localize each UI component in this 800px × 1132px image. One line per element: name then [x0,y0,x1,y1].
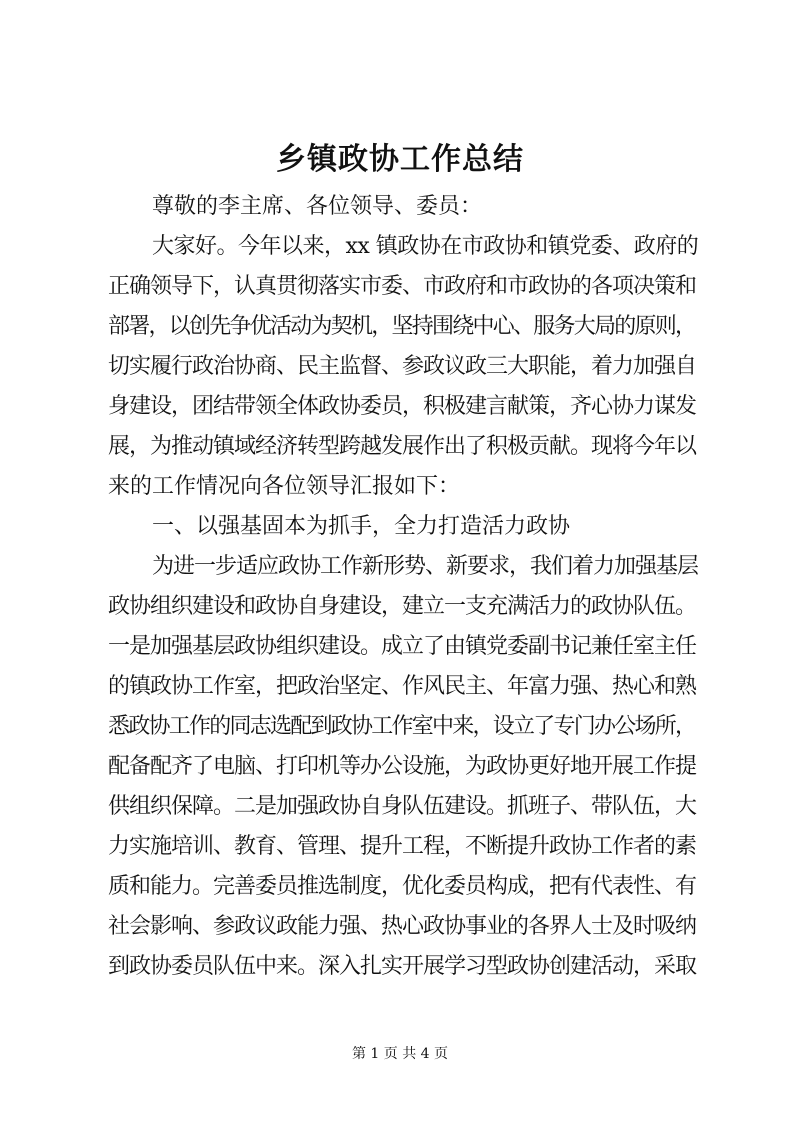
line-text: 悉政协工作的同志选配到政协工作室中来，设立了专门办公场所， [108,714,696,739]
line-text: 一、以强基固本为抓手，全力打造活力政协 [152,514,571,539]
line-text: 部署，以创先争优活动为契机，坚持围绕中心、服务大局的原则， [108,314,696,339]
line-text: 身建设，团结带领全体政协委员，积极建言献策，齐心协力谋发 [108,394,697,419]
line-text: 为进一步适应政协工作新形势、新要求，我们着力加强基层 [152,554,699,579]
line-text: 质和能力。完善委员推选制度，优化委员构成，把有代表性、有 [108,874,697,899]
line-text: 尊敬的李主席、各位领导、委员： [152,194,483,219]
line-text: 来的工作情况向各位领导汇报如下： [108,474,461,499]
line-text: 一是加强基层政协组织建设。成立了由镇党委副书记兼任室主任 [108,634,697,659]
line-text: 切实履行政治协商、民主监督、参政议政三大职能，着力加强自 [108,354,697,379]
line-text: 配备配齐了电脑、打印机等办公设施，为政协更好地开展工作提 [108,754,697,779]
line-text: 社会影响、参政议政能力强、热心政协事业的各界人士及时吸纳 [108,914,697,939]
line-text: 政协组织建设和政协自身建设，建立一支充满活力的政协队伍。 [108,594,697,619]
line-text: 展，为推动镇域经济转型跨越发展作出了积极贡献。现将今年以 [108,434,697,459]
line-text: 供组织保障。二是加强政协自身队伍建设。抓班子、带队伍，大 [108,794,697,819]
page-indicator: 第 1 页 共 4 页 [351,1046,449,1062]
line-text: 的镇政协工作室，把政治坚定、作风民主、年富力强、热心和熟 [108,674,697,699]
line-text: 力实施培训、教育、管理、提升工程，不断提升政协工作者的素 [108,834,697,859]
line-text: 到政协委员队伍中来。深入扎实开展学习型政协创建活动，采取 [108,954,697,979]
document-title: 乡镇政协工作总结 [276,142,524,177]
line-text: 正确领导下，认真贯彻落实市委、市政府和市政协的各项决策和 [108,274,697,299]
line-text: 大家好。今年以来，xx 镇政协在市政协和镇党委、政府的 [152,234,699,259]
